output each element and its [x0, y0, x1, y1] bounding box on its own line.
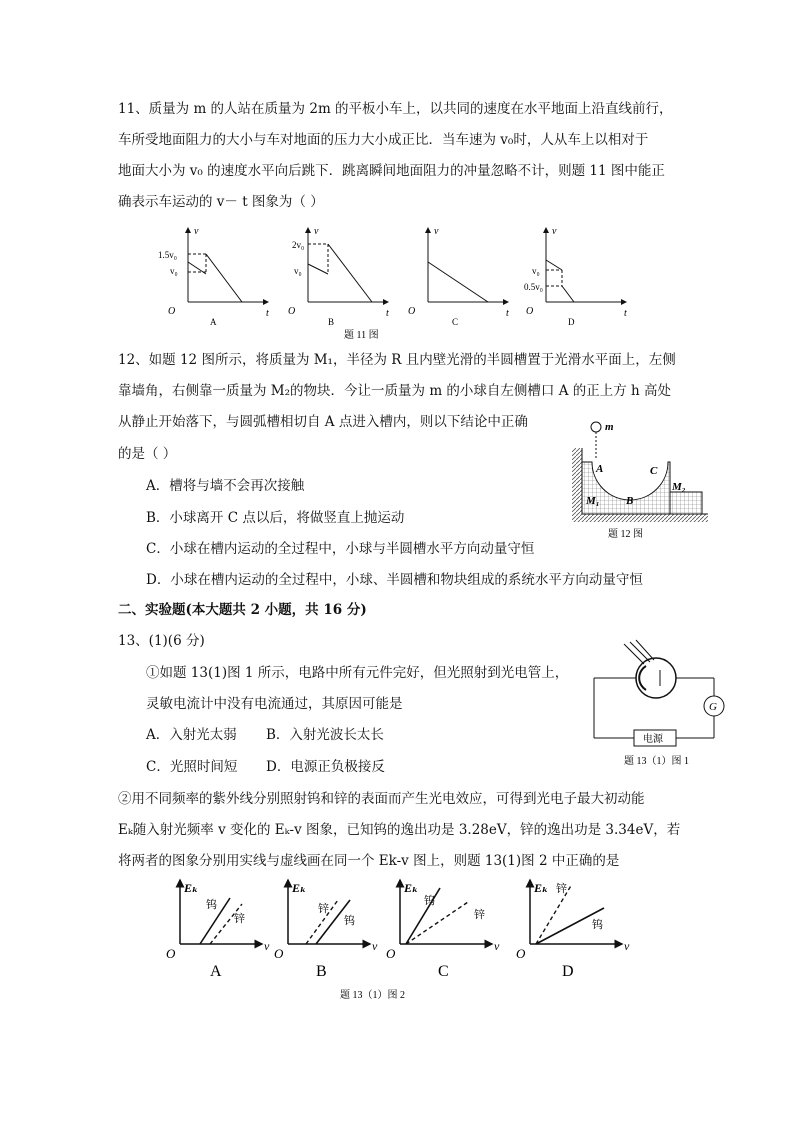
svg-text:D: D — [562, 963, 574, 980]
q12-option-b: B．小球离开 C 点以后，将做竖直上抛运动 — [146, 510, 405, 526]
q13-graph-c — [386, 880, 500, 980]
q12-option-c: C．小球在槽内运动的全过程中，小球与半圆槽水平方向动量守恒 — [146, 541, 535, 557]
svg-text:Eₖ: Eₖ — [184, 881, 199, 895]
svg-text:O: O — [274, 946, 284, 961]
svg-text:v₀: v₀ — [294, 266, 302, 276]
svg-text:O: O — [408, 306, 416, 317]
q12-option-d: D．小球在槽内运动的全过程中，小球、半圆槽和物块组成的系统水平方向动量守恒 — [146, 572, 643, 588]
svg-text:钨: 钨 — [206, 899, 217, 911]
svg-text:A: A — [210, 317, 217, 327]
q13-p1-line-2: 灵敏电流计中没有电流通过，其原因可能是 — [146, 696, 403, 712]
ball — [591, 422, 601, 432]
q11-graph-a — [158, 226, 269, 327]
q12-line-4: 的是（ ） — [118, 446, 177, 462]
svg-text:v: v — [314, 226, 319, 237]
q11-figure — [160, 222, 640, 342]
q11-line-2: 车所受地面阻力的大小与车对地面的压力大小成正比．当车速为 v₀时，人从车上以相对于 — [118, 132, 649, 148]
phototube — [636, 658, 676, 698]
svg-text:0.5v₀: 0.5v₀ — [524, 282, 543, 292]
svg-text:钨: 钨 — [592, 919, 603, 931]
q13-graph-b — [274, 880, 378, 980]
svg-text:B: B — [626, 495, 634, 507]
svg-text:O: O — [516, 946, 526, 961]
svg-text:C: C — [650, 465, 658, 477]
svg-text:Eₖ: Eₖ — [534, 881, 549, 895]
svg-text:M₂: M₂ — [672, 481, 686, 493]
svg-text:t: t — [266, 308, 269, 319]
q13-option-a: A．入射光太弱 — [146, 727, 237, 743]
q12-line-1: 12、如题 12 图所示，将质量为 M₁，半径为 R 且内壁光滑的半圆槽置于光滑水平面上，左侧 — [118, 352, 676, 368]
q11-graph-d — [524, 226, 627, 327]
svg-text:v: v — [434, 226, 439, 237]
q12-figure — [568, 412, 714, 540]
svg-text:v: v — [264, 939, 270, 953]
q11-line-1: 11、质量为 m 的人站在质量为 2m 的平板小车上，以共同的速度在水平地面上沿直线前行， — [118, 101, 673, 117]
svg-text:G: G — [709, 701, 717, 713]
svg-text:B: B — [328, 317, 335, 327]
q13-head: 13、(1)(6 分) — [118, 633, 205, 649]
svg-text:A: A — [596, 463, 604, 475]
svg-text:题 12 图: 题 12 图 — [608, 529, 643, 540]
q13-option-d: D．电源正负极接反 — [266, 759, 385, 775]
svg-text:v₀: v₀ — [170, 266, 178, 276]
svg-text:2v₀: 2v₀ — [292, 240, 305, 250]
svg-text:Eₖ: Eₖ — [404, 881, 419, 895]
wall — [572, 448, 582, 514]
q12-option-a: A．槽将与墙不会再次接触 — [146, 478, 305, 494]
q11-line-4: 确表示车运动的 v－ t 图象为（ ） — [118, 194, 324, 210]
svg-text:1.5v₀: 1.5v₀ — [158, 250, 177, 260]
q13-p2-line-1: ②用不同频率的紫外线分别照射钨和锌的表面而产生光电效应，可得到光电子最大初动能 — [118, 791, 645, 807]
svg-text:v: v — [194, 226, 199, 237]
q13-figure-1 — [590, 640, 722, 772]
svg-text:锌: 锌 — [474, 909, 485, 921]
svg-text:t: t — [386, 308, 389, 319]
svg-text:O: O — [166, 946, 176, 961]
block-m2 — [670, 492, 702, 514]
q13-p2-line-2: Eₖ随入射光频率 v 变化的 Eₖ-v 图象，已知钨的逸出功是 3.28eV，锌的逸出功是 3.34eV，若 — [118, 822, 681, 838]
svg-text:v: v — [624, 939, 630, 953]
svg-text:钨: 钨 — [344, 915, 355, 927]
svg-text:题 13（1）图 1: 题 13（1）图 1 — [624, 756, 689, 767]
q13-graph-a — [166, 880, 270, 980]
svg-text:v: v — [552, 226, 557, 237]
svg-text:C: C — [452, 317, 459, 327]
q13-fig2-caption: 题 13（1）图 2 — [340, 990, 405, 1001]
q12-line-2: 靠墙角，右侧靠一质量为 M₂的物块．今让一质量为 m 的小球自左侧槽口 A 的正上方 h 高处 — [118, 383, 672, 399]
svg-text:A: A — [210, 963, 222, 980]
q12-line-3: 从静止开始落下，与圆弧槽相切自 A 点进入槽内，则以下结论中正确 — [118, 414, 528, 430]
q13-option-b: B．入射光波长太长 — [266, 727, 384, 743]
svg-text:t: t — [624, 308, 627, 319]
svg-text:锌: 锌 — [556, 883, 567, 895]
q13-graph-d — [516, 880, 630, 980]
q11-caption: 题 11 图 — [344, 330, 379, 341]
svg-text:O: O — [168, 306, 176, 317]
floor — [572, 514, 708, 522]
svg-text:O: O — [288, 306, 296, 317]
svg-text:C: C — [438, 963, 449, 980]
svg-text:电源: 电源 — [643, 734, 663, 745]
svg-text:钨: 钨 — [424, 895, 435, 907]
svg-text:t: t — [506, 308, 509, 319]
svg-text:m: m — [605, 421, 614, 433]
q11-graph-c — [408, 226, 509, 327]
svg-text:v: v — [372, 939, 378, 953]
q13-p2-line-3: 将两者的图象分别用实线与虚线画在同一个 Ek-v 图上，则题 13(1)图 2 中正确的是 — [118, 853, 620, 869]
svg-text:M₁: M₁ — [586, 495, 600, 507]
svg-text:B: B — [316, 963, 327, 980]
svg-text:锌: 锌 — [234, 913, 245, 925]
q13-p1-line-1: ①如题 13(1)图 1 所示，电路中所有元件完好，但光照射到光电管上， — [146, 665, 569, 681]
svg-text:Eₖ: Eₖ — [292, 881, 307, 895]
svg-text:锌: 锌 — [318, 903, 329, 915]
section-2-title: 二、实验题(本大题共 2 小题，共 16 分) — [118, 602, 367, 618]
q13-figure-2 — [164, 878, 644, 1002]
svg-text:D: D — [568, 317, 575, 327]
q11-graph-b — [288, 226, 389, 327]
svg-text:v: v — [494, 939, 500, 953]
svg-text:O: O — [526, 306, 534, 317]
svg-text:O: O — [386, 946, 396, 961]
q13-option-c: C．光照时间短 — [146, 759, 238, 775]
q11-line-3: 地面大小为 v₀ 的速度水平向后跳下．跳离瞬间地面阻力的冲量忽略不计，则题 11 图中能正 — [118, 163, 665, 179]
svg-text:v₀: v₀ — [532, 266, 540, 276]
